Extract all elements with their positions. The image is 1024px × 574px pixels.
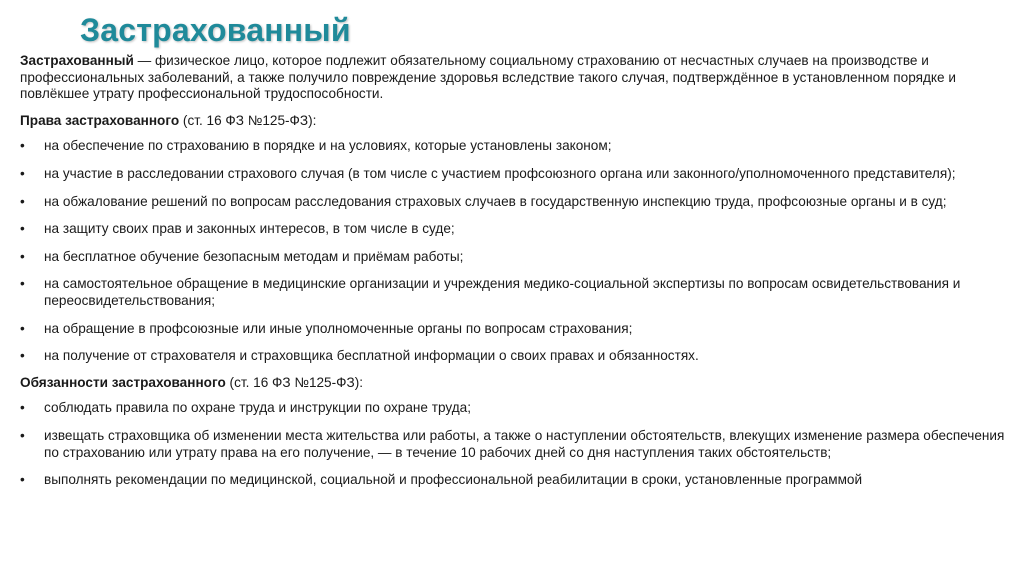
bullet-icon: •	[20, 193, 25, 209]
list-item-text: на обеспечение по страхованию в порядке и на условиях, которые установлены законом;	[44, 138, 612, 154]
bullet-icon: •	[20, 221, 25, 237]
bullet-icon: •	[20, 400, 25, 416]
list-item	[20, 166, 1005, 183]
list-item	[20, 249, 1005, 266]
definition-text: — физическое лицо, которое подлежит обязательному социальному страхованию от несчастных случаев на производстве и профессиональных заболеваний, а также получило повреждение здоровья вследствие такого случая, подтверждённое в установленном порядке и повлёкшее утрату профессиональной трудоспособности.	[20, 53, 956, 102]
definition-paragraph	[20, 53, 1005, 103]
duties-list	[20, 400, 1005, 488]
list-item	[20, 400, 1005, 417]
list-item-text: выполнять рекомендации по медицинской, социальной и профессиональной реабилитации в сроки, установленные программой	[44, 472, 863, 488]
list-item-text: на обращение в профсоюзные или иные уполномоченные органы по вопросам страхования;	[44, 320, 633, 336]
list-item-text: на самостоятельное обращение в медицинские организации и учреждения медико-социальной экспертизы по вопросам освидетельствования и переосвидетельствования;	[44, 276, 961, 308]
list-item	[20, 321, 1005, 338]
rights-heading	[20, 113, 1005, 130]
list-item	[20, 472, 1005, 489]
list-item	[20, 221, 1005, 238]
list-item-text: на бесплатное обучение безопасным методам и приёмам работы;	[44, 248, 464, 264]
rights-heading-ref: (ст. 16 ФЗ №125-ФЗ):	[179, 112, 317, 128]
duties-heading	[20, 375, 1005, 392]
duties-heading-bold: Обязанности застрахованного	[20, 374, 226, 390]
bullet-icon: •	[20, 320, 25, 336]
list-item-text: на обжалование решений по вопросам расследования страховых случаев в государственную инспекцию труда, профсоюзные органы и в суд;	[44, 193, 947, 209]
rights-list	[20, 138, 1005, 364]
bullet-icon: •	[20, 138, 25, 154]
bullet-icon: •	[20, 348, 25, 364]
list-item-text: на получение от страхователя и страховщика бесплатной информации о своих правах и обязанностях.	[44, 348, 699, 364]
bullet-icon: •	[20, 427, 25, 443]
list-item-text: извещать страховщика об изменении места жительства или работы, а также о наступлении обстоятельств, влекущих изменение размера обеспечения по страхованию или утрату права на его получение, — в течение 10 рабочих дней со дня наступления таких обстоятельств;	[44, 427, 1005, 460]
bullet-icon: •	[20, 165, 25, 181]
content-body	[20, 53, 1005, 489]
page-title: Застрахованный	[80, 12, 351, 48]
list-item	[20, 276, 1005, 309]
duties-heading-ref: (ст. 16 ФЗ №125-ФЗ):	[225, 374, 363, 390]
definition-term: Застрахованный	[20, 53, 134, 68]
rights-heading-bold: Права застрахованного	[20, 112, 180, 128]
list-item	[20, 138, 1005, 155]
list-item-text: на защиту своих прав и законных интересов, в том числе в суде;	[44, 221, 455, 237]
list-item	[20, 194, 1005, 211]
list-item-text: на участие в расследовании страхового случая (в том числе с участием профсоюзного органа или законного/уполномоченного представителя);	[44, 165, 956, 181]
list-item	[20, 348, 1005, 365]
bullet-icon: •	[20, 248, 25, 264]
list-item	[20, 428, 1005, 461]
bullet-icon: •	[20, 472, 25, 488]
list-item-text: соблюдать правила по охране труда и инструкции по охране труда;	[44, 400, 471, 416]
bullet-icon: •	[20, 276, 25, 292]
